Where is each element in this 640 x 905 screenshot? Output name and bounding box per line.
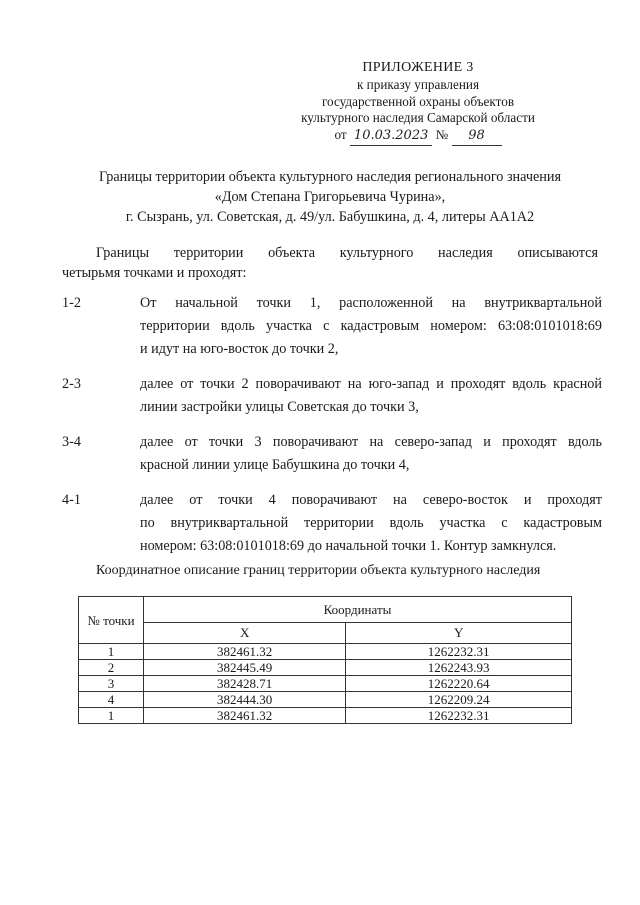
point-number-cell: 4 [79,692,144,708]
intro-line: Границы территории объекта культурного наследия описываются [96,245,598,261]
point-number-header: № точки [79,597,144,644]
x-cell: 382428.71 [144,676,346,692]
y-cell: 1262220.64 [346,676,572,692]
step-code: 1-2 [62,295,81,311]
step-line: номером: 63:08:0101018:69 до начальной точки 1. Контур замкнулся. [140,538,557,554]
coordinates-caption: Координатное описание границ территории объекта культурного наследия [96,563,541,578]
number-label: № [435,127,449,143]
table-row [79,708,572,724]
step-item [62,292,602,361]
step-code: 4-1 [62,492,81,508]
step-line: От начальной точки 1, расположенной на внутриквартальной [140,295,602,311]
point-number-cell: 1 [79,708,144,724]
step-line: и идут на юго-восток до точки 2, [140,341,339,357]
appendix-line: культурного наследия Самарской области [301,110,535,126]
step-text [140,489,602,558]
heading-line: «Дом Степана Григорьевича Чурина», [214,189,446,205]
appendix-title: ПРИЛОЖЕНИЕ 3 [362,60,474,75]
y-cell: 1262243.93 [346,660,572,676]
x-cell: 382461.32 [144,708,346,724]
point-number-cell: 1 [79,644,144,660]
handwritten-number: 98 [452,128,502,146]
step-line: территории вдоль участка с кадастровым номером: 63:08:0101018:69 [140,318,602,334]
coordinates-table [78,596,572,724]
appendix-block [268,60,568,146]
step-line: далее от точки 3 поворачивают на северо-запад и проходят вдоль [140,434,602,450]
date-number-line [268,127,568,146]
heading-line: г. Сызрань, ул. Советская, д. 49/ул. Бабушкина, д. 4, литеры АА1А2 [125,209,535,225]
table-row [79,676,572,692]
step-item [62,373,602,419]
x-header: X [144,622,346,643]
table-header-row [79,597,572,623]
table-row [79,644,572,660]
table-subheader-row [79,622,572,643]
x-cell: 382444.30 [144,692,346,708]
step-line: далее от точки 2 поворачивают на юго-запад и проходят вдоль красной [140,376,602,392]
point-number-cell: 3 [79,676,144,692]
step-text [140,373,602,419]
step-line: красной линии улице Бабушкина до точки 4, [140,457,410,473]
step-text [140,431,602,477]
handwritten-date: 10.03.2023 [350,128,432,146]
step-item [62,431,602,477]
step-line: линии застройки улицы Советская до точки 3, [140,399,419,415]
point-number-cell: 2 [79,660,144,676]
y-cell: 1262209.24 [346,692,572,708]
from-label: от [334,127,347,143]
step-line: по внутриквартальной территории вдоль участка с кадастровым [140,515,602,531]
coordinates-header: Координаты [144,597,572,623]
y-cell: 1262232.31 [346,644,572,660]
intro-line: четырьмя точками и проходят: [62,265,247,281]
x-cell: 382461.32 [144,644,346,660]
table-row [79,692,572,708]
appendix-line: к приказу управления [356,76,480,92]
x-cell: 382445.49 [144,660,346,676]
step-line: далее от точки 4 поворачивают на северо-восток и проходят [140,492,602,508]
step-text [140,292,602,361]
appendix-line: государственной охраны объектов [321,93,515,109]
step-code: 2-3 [62,376,81,392]
document-heading [60,167,600,227]
heading-line: Границы территории объекта культурного наследия регионального значения [98,169,562,185]
table-row [79,660,572,676]
step-code: 3-4 [62,434,81,450]
boundary-steps [62,292,602,570]
y-header: Y [346,622,572,643]
step-item [62,489,602,558]
y-cell: 1262232.31 [346,708,572,724]
